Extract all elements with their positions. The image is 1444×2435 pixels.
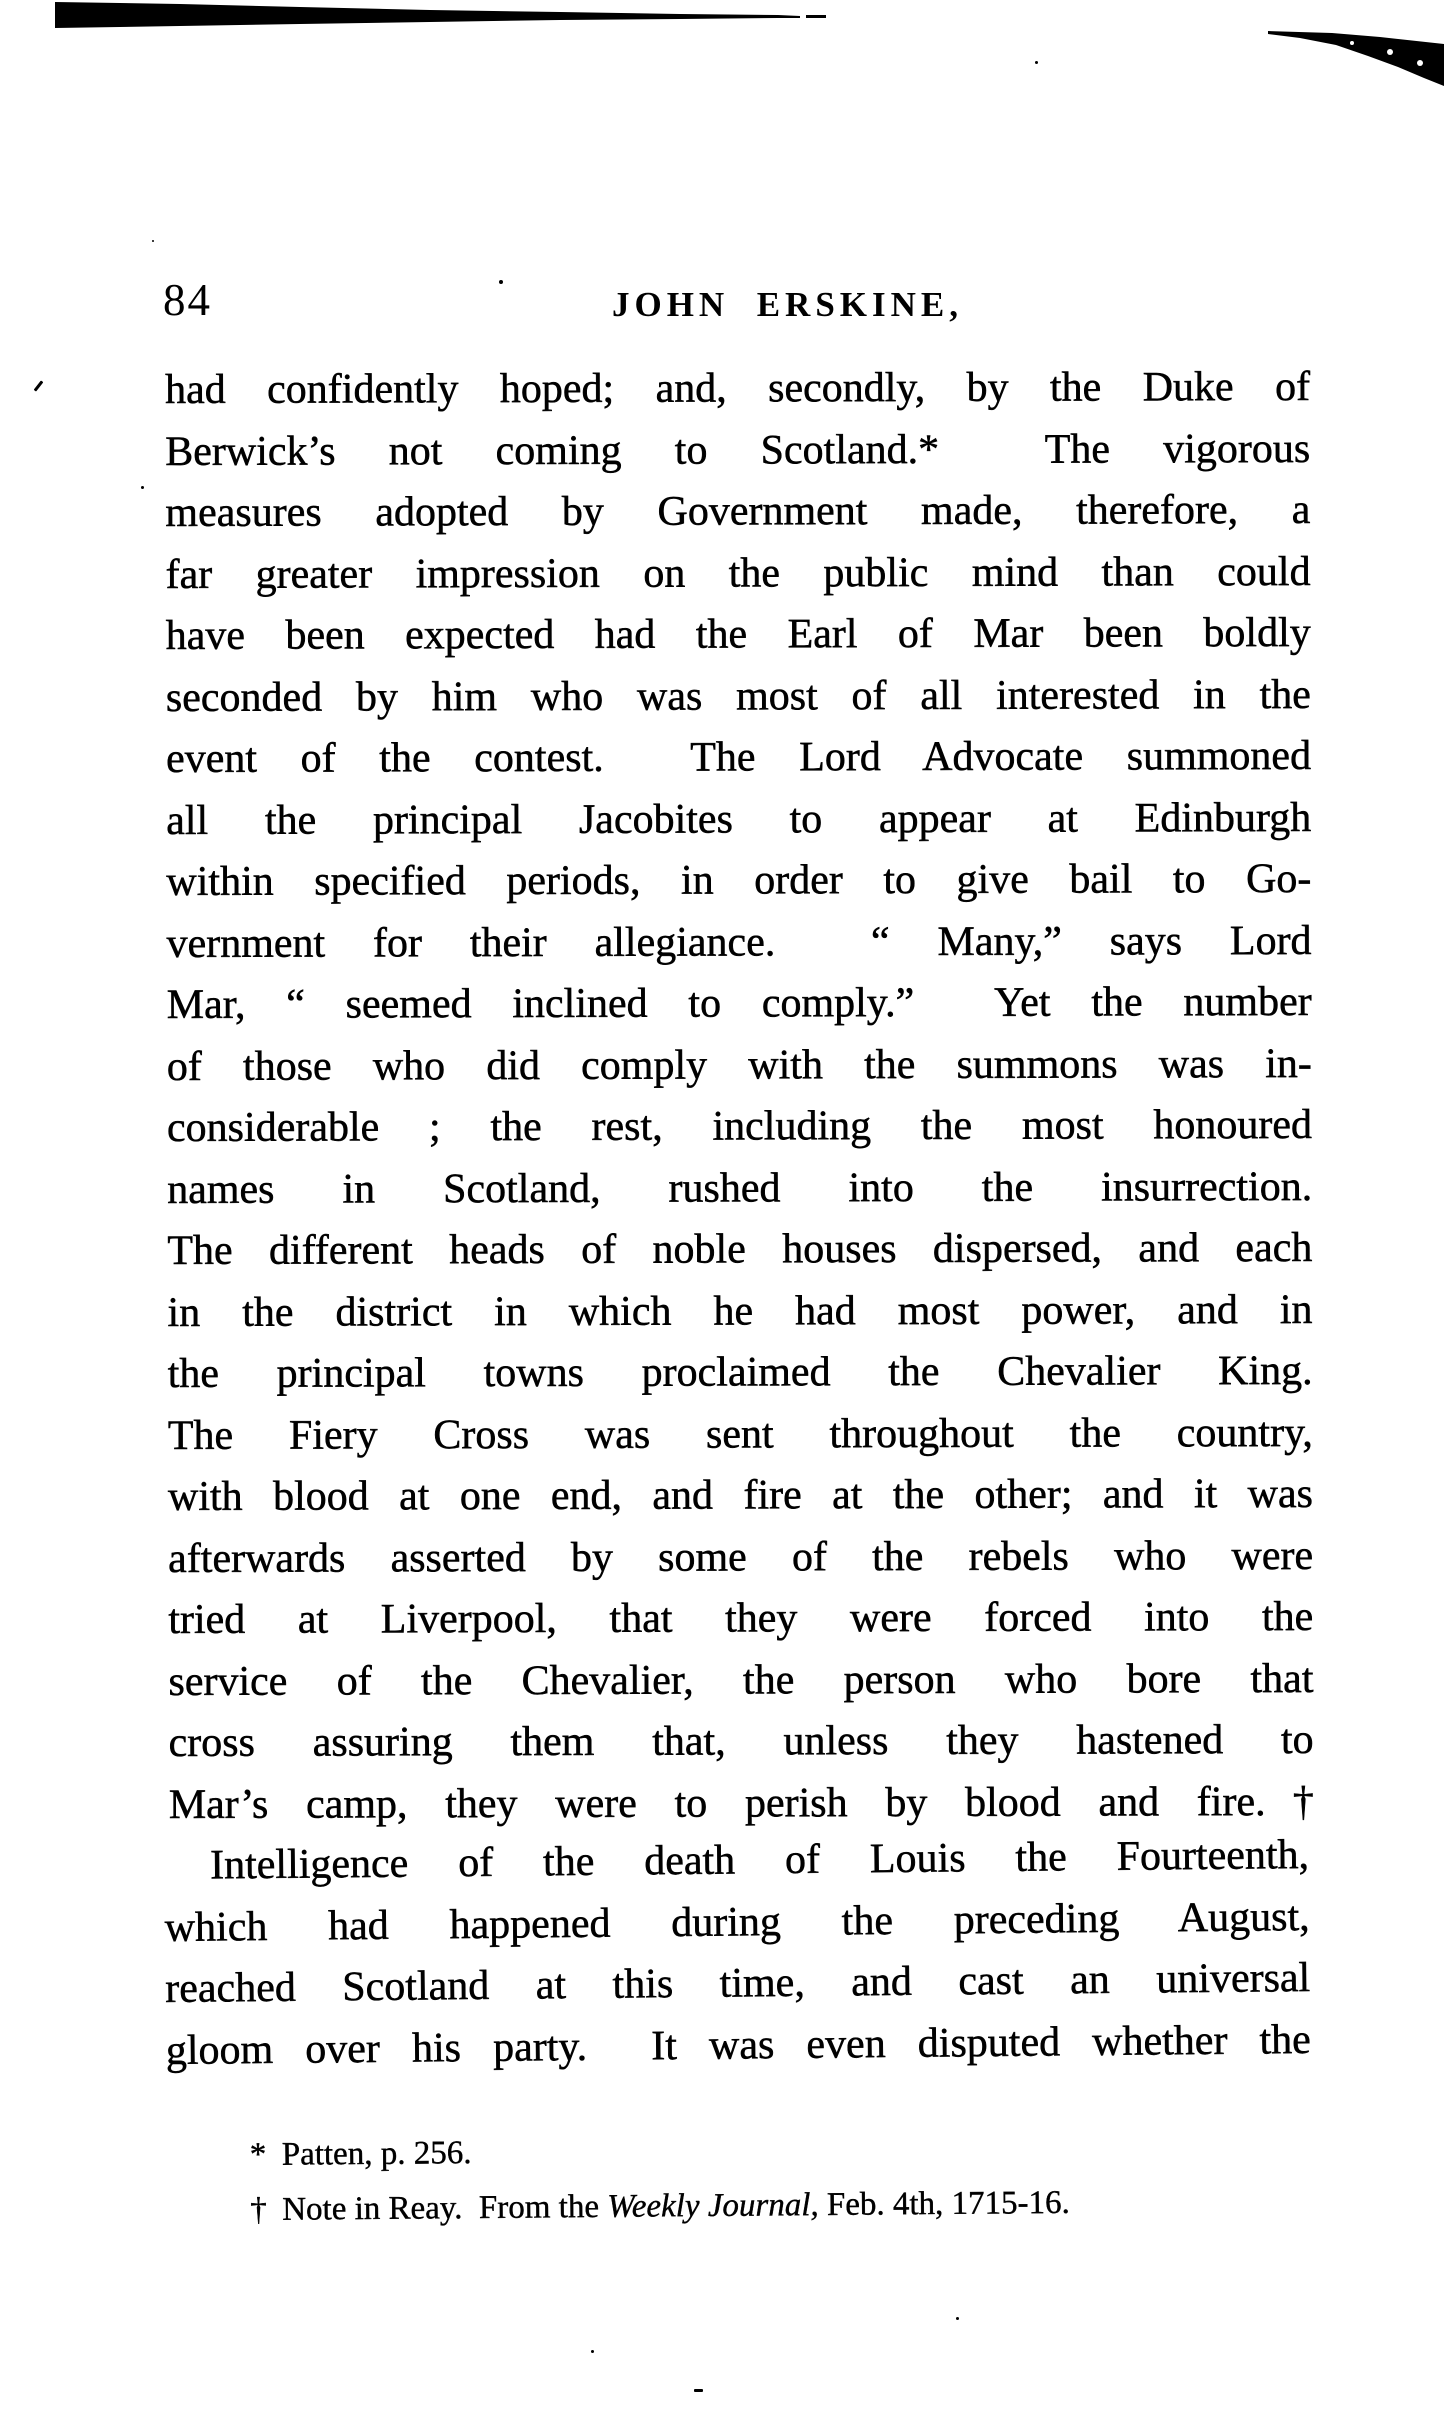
- text-line: Mar’s camp, they were to perish by blood and fire.†: [168, 1778, 1314, 1828]
- text-line: considerable ; the rest, including the most honoured: [166, 1101, 1313, 1151]
- text-line: tried at Liverpool, that they were forced into the: [168, 1593, 1314, 1643]
- footnote-text: Feb. 4th, 1715-16.: [818, 2184, 1070, 2224]
- scan-artifact-top-left-dash: [806, 15, 826, 18]
- footnotes-block: [250, 2118, 1361, 2238]
- scan-speck: [152, 240, 154, 242]
- text-line: event of the contest. The Lord Advocate summoned: [165, 733, 1312, 782]
- scan-speck: [956, 2317, 959, 2320]
- text-line: in the district in which he had most power, and in: [167, 1286, 1313, 1336]
- text-line: service of the Chevalier, the person who bore that: [168, 1655, 1314, 1705]
- text-line: The Fiery Cross was sent throughout the country,: [167, 1409, 1313, 1459]
- running-header-title: JOHN ERSKINE,: [611, 285, 964, 324]
- scan-artifact-texture-hole: [1417, 60, 1423, 66]
- text-line: with blood at one end, and fire at the other; and it was: [167, 1470, 1314, 1520]
- text-line: have been expected had the Earl of Mar been boldly: [165, 610, 1311, 659]
- scan-artifact-texture-hole: [1350, 41, 1354, 45]
- page-number: 84: [163, 275, 212, 325]
- footnote-text: Note in Reay. From the: [282, 2188, 608, 2228]
- scan-speck: [499, 280, 503, 284]
- footnote-text: Patten, p. 256.: [281, 2135, 472, 2173]
- scan-artifact-texture-hole: [1387, 49, 1393, 55]
- scan-speck: [591, 2350, 594, 2353]
- paragraph: [165, 357, 1314, 1836]
- text-line: names in Scotland, rushed into the insurrection.: [167, 1163, 1313, 1213]
- text-line: seconded by him who was most of all interested in the: [165, 671, 1311, 721]
- paragraph: [164, 1825, 1311, 2082]
- text-line: within specified periods, in order to give bail to Go-: [166, 856, 1312, 905]
- text-line: The different heads of noble houses dispersed, and each: [167, 1224, 1313, 1274]
- text-block: [164, 360, 1314, 2082]
- footnote-marker-asterisk: *: [249, 2136, 267, 2174]
- scan-speck: [34, 380, 44, 391]
- text-line: reached Scotland at this time, and cast an universal: [165, 1955, 1311, 2012]
- footnote-journal-name: Weekly Journal,: [607, 2187, 819, 2225]
- text-line: Berwick’s not coming to Scotland.* The vigorous: [165, 425, 1311, 475]
- scan-artifact-top-left-wedge: [55, 2, 800, 28]
- scan-speck: [1035, 61, 1038, 64]
- text-line: of those who did comply with the summons was in-: [166, 1040, 1312, 1090]
- scan-artifact-top-right-smudge: [1268, 31, 1444, 86]
- footnote-marker-dagger: †: [250, 2191, 267, 2228]
- text-line: measures adopted by Government made, therefore, a: [165, 487, 1311, 536]
- text-line: gloom over his party. It was even disputed whether the: [165, 2016, 1312, 2074]
- text-line: vernment for their allegiance. “ Many,” says Lord: [166, 917, 1312, 967]
- text-line: the principal towns proclaimed the Chevalier King.: [167, 1347, 1313, 1397]
- text-line: afterwards asserted by some of the rebels who were: [168, 1532, 1314, 1582]
- text-line: Mar, “ seemed inclined to comply.” Yet the number: [166, 979, 1312, 1028]
- footnote-1: [250, 2118, 1360, 2183]
- text-line: all the principal Jacobites to appear at Edinburgh: [166, 794, 1312, 844]
- text-line: Intelligence of the death of Louis the Fourteenth,: [209, 1832, 1310, 1889]
- scan-speck: [141, 486, 144, 489]
- scan-speck: [694, 2389, 703, 2392]
- scan-artifacts-top: [0, 0, 1444, 140]
- text-line: far greater impression on the public mind than could: [165, 548, 1311, 598]
- text-line: cross assuring them that, unless they hastened to: [168, 1716, 1314, 1766]
- footnote-2: [250, 2173, 1360, 2238]
- text-line: which had happened during the preceding August,: [164, 1893, 1310, 1951]
- text-line: had confidently hoped; and, secondly, by the Duke of: [165, 364, 1311, 413]
